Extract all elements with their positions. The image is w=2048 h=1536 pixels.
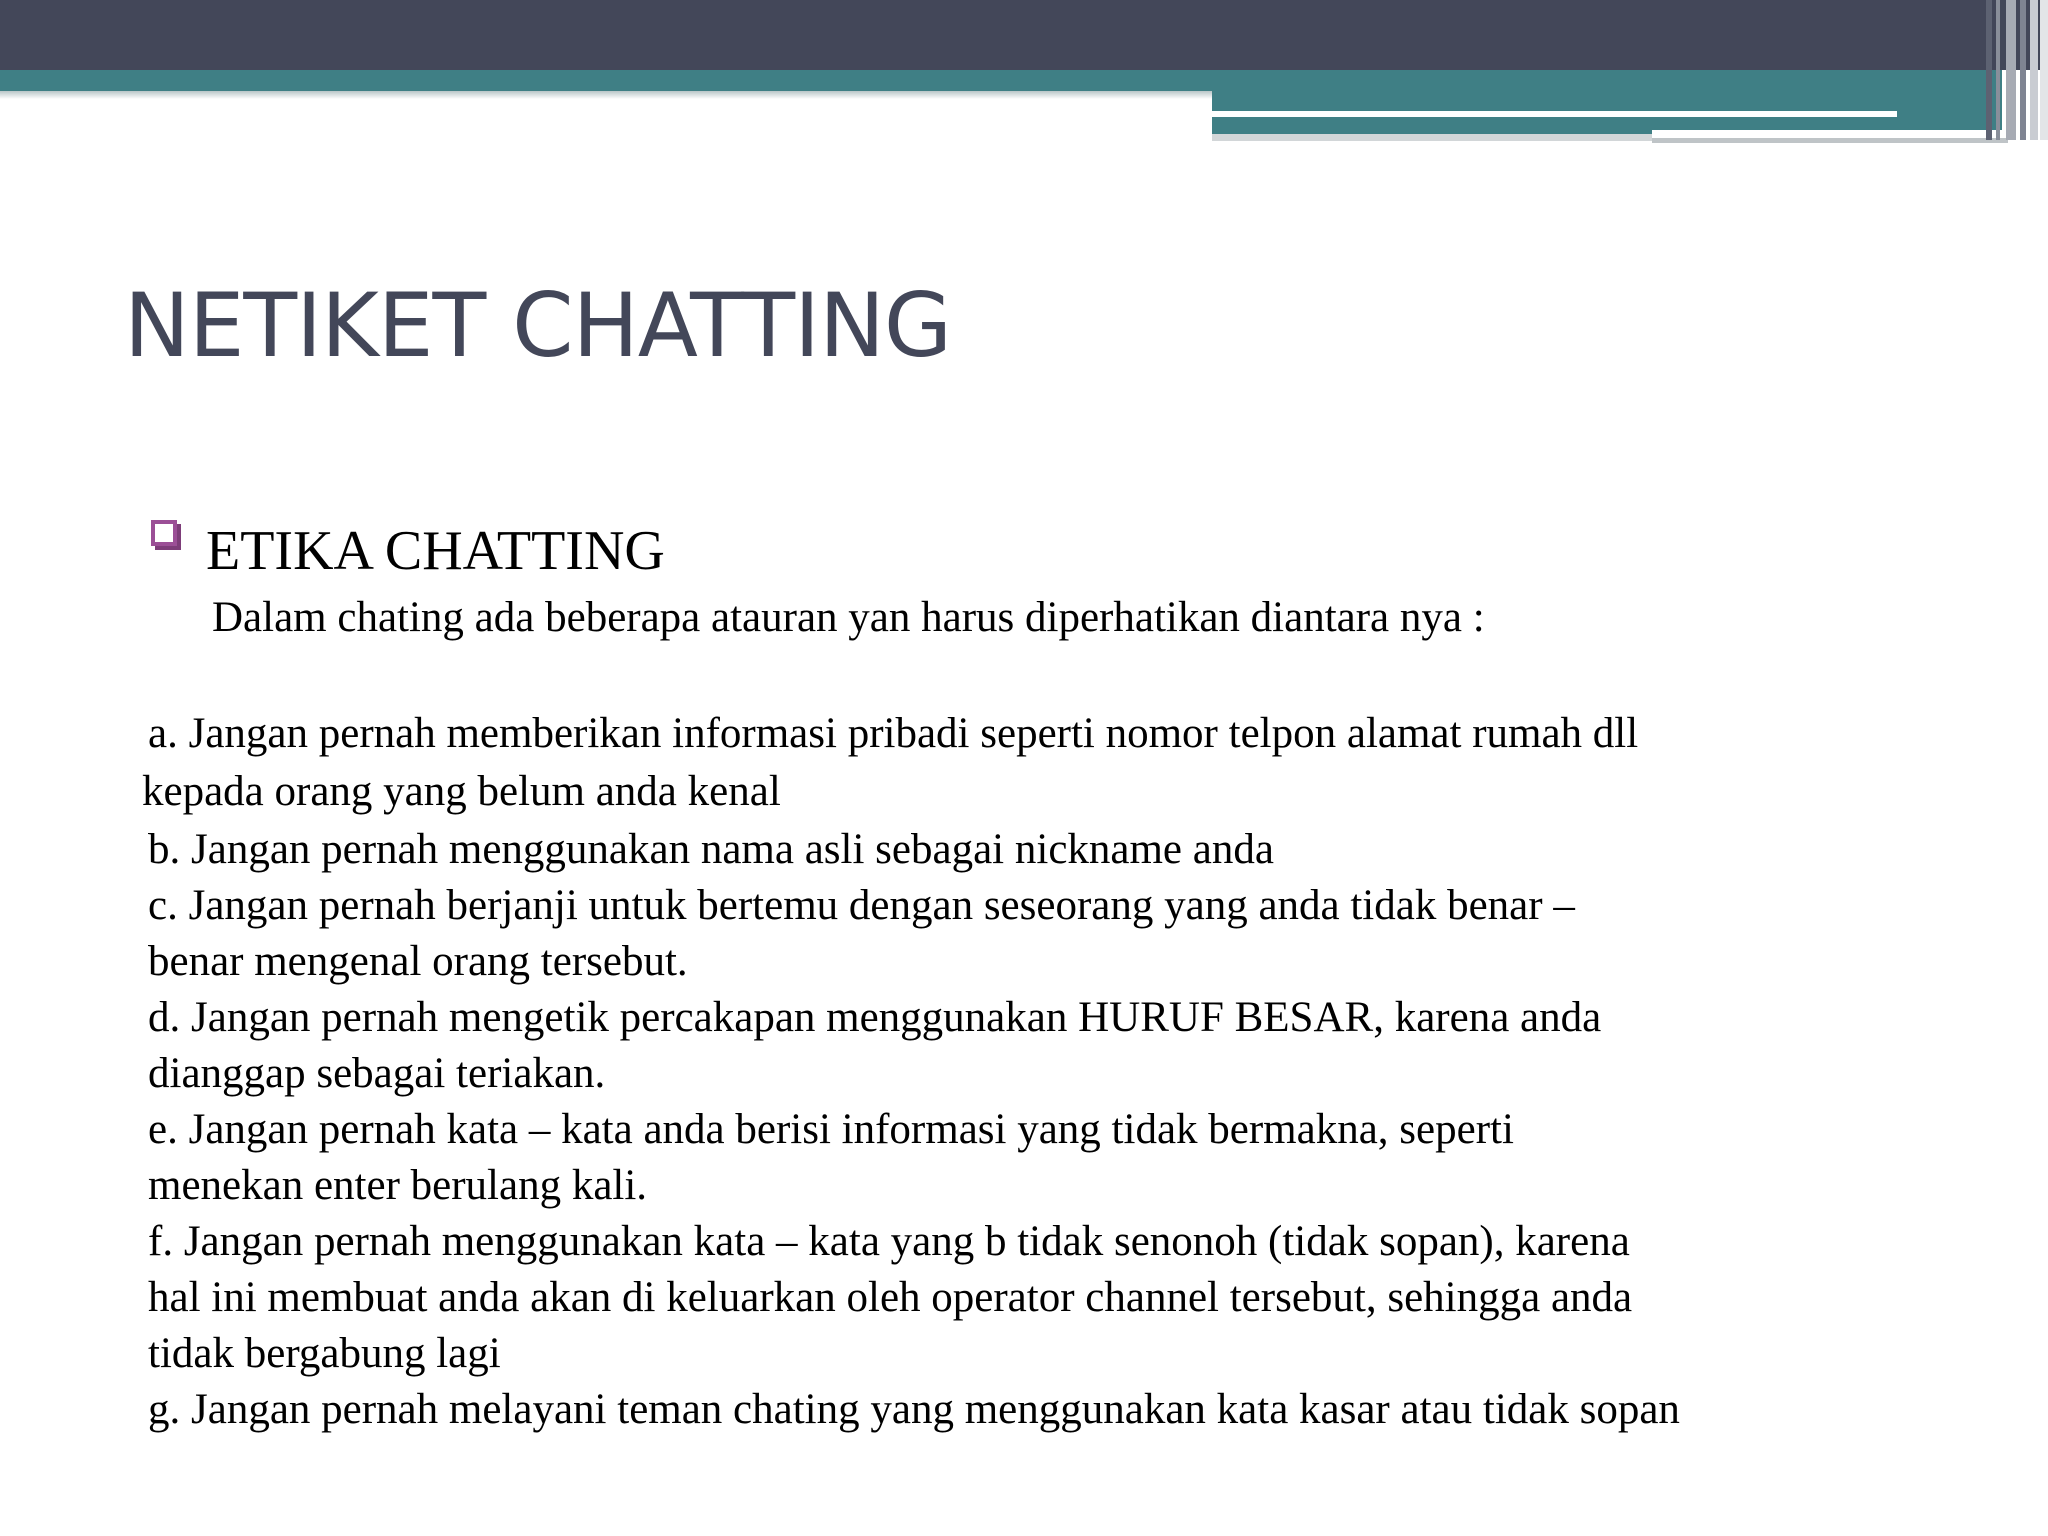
slide-title: NETIKET CHATTING: [124, 274, 952, 377]
list-item-line: g. Jangan pernah melayani teman chating yang menggunakan kata kasar atau tidak sopan: [148, 1386, 1680, 1433]
list-item: [148, 878, 2028, 990]
list-item-line: e. Jangan pernah kata – kata anda berisi informasi yang tidak bermakna, seperti: [148, 1106, 1514, 1153]
section-heading: ETIKA CHATTING: [206, 520, 665, 582]
header-line-upper: [1212, 111, 1897, 117]
list-item-line: c. Jangan pernah berjanji untuk bertemu dengan seseorang yang anda tidak benar –: [148, 882, 1575, 929]
list-item: [148, 1214, 2028, 1382]
header-line-lower: [1652, 130, 2008, 138]
list-item-line: tidak bergabung lagi: [148, 1330, 501, 1377]
list-item: [148, 822, 2028, 878]
header-edge-stripe: [2030, 0, 2038, 140]
list-item-line: d. Jangan pernah mengetik percakapan menggunakan HURUF BESAR, karena anda: [148, 994, 1602, 1041]
header-line-lower-shadow: [1652, 138, 2008, 143]
list-item-line: menekan enter berulang kali.: [148, 1162, 648, 1209]
header-bar-teal-right: [1212, 70, 2002, 134]
list-item: [148, 1102, 2028, 1214]
rules-list: [142, 706, 2028, 1438]
header-edge-stripe: [2006, 0, 2016, 140]
header-edge-stripe: [2020, 0, 2026, 140]
header-bar-teal: [0, 70, 1215, 91]
header-edge-stripe: [1996, 0, 2000, 140]
header-edge-stripe: [2040, 0, 2048, 140]
list-item: [148, 990, 2028, 1102]
list-item-line: b. Jangan pernah menggunakan nama asli sebagai nickname anda: [148, 826, 1274, 873]
list-item-line: a. Jangan pernah memberikan informasi pribadi seperti nomor telpon alamat rumah dll: [148, 710, 1639, 757]
header-bar-dark: [0, 0, 2048, 70]
list-item: [148, 1382, 2028, 1438]
list-item: [142, 706, 2028, 822]
list-item-line: hal ini membuat anda akan di keluarkan oleh operator channel tersebut, sehingga anda: [148, 1274, 1633, 1321]
list-item-line: dianggap sebagai teriakan.: [148, 1050, 606, 1097]
list-item-line: kepada orang yang belum anda kenal: [142, 768, 781, 815]
header-bar-shadow: [0, 91, 1215, 99]
list-item-line: benar mengenal orang tersebut.: [148, 938, 688, 985]
list-item-line: f. Jangan pernah menggunakan kata – kata yang b tidak senonoh (tidak sopan), karena: [148, 1218, 1630, 1265]
header-edge-stripe: [1986, 0, 1992, 140]
intro-text: Dalam chating ada beberapa atauran yan harus diperhatikan diantara nya :: [212, 594, 1485, 641]
square-bullet-icon: [151, 520, 177, 546]
